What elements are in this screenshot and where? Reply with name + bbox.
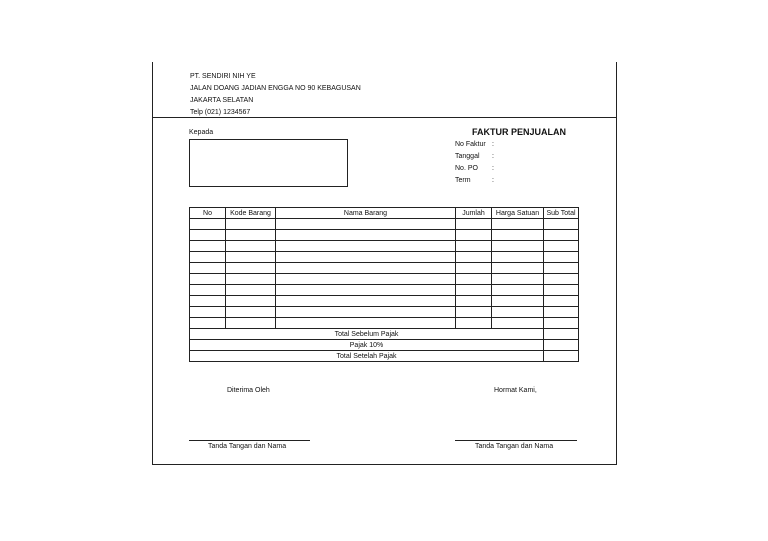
table-cell[interactable] — [190, 252, 226, 263]
table-cell[interactable] — [190, 307, 226, 318]
company-header — [190, 71, 361, 119]
table-cell[interactable] — [544, 230, 579, 241]
table-cell[interactable] — [226, 241, 276, 252]
table-cell[interactable] — [492, 307, 544, 318]
table-cell[interactable] — [226, 252, 276, 263]
table-cell[interactable] — [492, 263, 544, 274]
table-cell[interactable] — [544, 318, 579, 329]
invoice-title: FAKTUR PENJUALAN — [472, 127, 567, 137]
meta-label: Tanggal — [455, 153, 480, 160]
total-row — [190, 329, 579, 340]
table-cell[interactable] — [226, 274, 276, 285]
table-cell[interactable] — [276, 241, 456, 252]
company-name: PT. SENDIRI NIH YE — [190, 73, 256, 80]
table-cell[interactable] — [276, 263, 456, 274]
table-cell[interactable] — [190, 318, 226, 329]
table-cell[interactable] — [492, 296, 544, 307]
table-row — [190, 318, 579, 329]
table-cell[interactable] — [544, 263, 579, 274]
total-row — [190, 351, 579, 362]
total-label: Total Sebelum Pajak — [190, 329, 544, 340]
table-cell[interactable] — [190, 241, 226, 252]
table-cell[interactable] — [544, 219, 579, 230]
signature-caption-left: Tanda Tangan dan Nama — [208, 443, 287, 450]
table-cell[interactable] — [190, 230, 226, 241]
table-cell[interactable] — [190, 285, 226, 296]
table-cell[interactable] — [544, 307, 579, 318]
table-cell[interactable] — [492, 274, 544, 285]
company-phone: Telp (021) 1234567 — [190, 109, 251, 116]
meta-row-no-faktur — [455, 139, 494, 151]
table-row — [190, 285, 579, 296]
table-row — [190, 219, 579, 230]
table-cell[interactable] — [276, 307, 456, 318]
table-cell[interactable] — [456, 307, 492, 318]
table-row — [190, 296, 579, 307]
table-cell[interactable] — [226, 263, 276, 274]
total-value-cell[interactable] — [544, 340, 579, 351]
table-cell[interactable] — [492, 241, 544, 252]
table-cell[interactable] — [456, 252, 492, 263]
total-row — [190, 340, 579, 351]
meta-sep: : — [492, 177, 494, 184]
table-cell[interactable] — [190, 219, 226, 230]
table-cell[interactable] — [226, 230, 276, 241]
table-cell[interactable] — [492, 318, 544, 329]
table-cell[interactable] — [276, 219, 456, 230]
table-row — [190, 274, 579, 285]
table-cell[interactable] — [226, 296, 276, 307]
table-cell[interactable] — [456, 296, 492, 307]
header-kode-barang: Kode Barang — [226, 208, 276, 219]
header-divider — [152, 117, 616, 118]
item-rows — [190, 219, 579, 329]
table-cell[interactable] — [456, 318, 492, 329]
meta-label: No. PO — [455, 165, 478, 172]
header-sub-total: Sub Total — [544, 208, 579, 219]
table-cell[interactable] — [190, 274, 226, 285]
table-cell[interactable] — [226, 219, 276, 230]
table-cell[interactable] — [190, 263, 226, 274]
table-cell[interactable] — [226, 318, 276, 329]
header-jumlah: Jumlah — [456, 208, 492, 219]
table-row — [190, 241, 579, 252]
table-cell[interactable] — [492, 252, 544, 263]
meta-sep: : — [492, 165, 494, 172]
table-header-row — [190, 208, 579, 219]
table-cell[interactable] — [276, 274, 456, 285]
signature-caption-right: Tanda Tangan dan Nama — [475, 443, 554, 450]
table-cell[interactable] — [276, 230, 456, 241]
header-nama-barang: Nama Barang — [276, 208, 456, 219]
table-cell[interactable] — [544, 241, 579, 252]
regards-label: Hormat Kami, — [494, 387, 537, 394]
table-cell[interactable] — [456, 230, 492, 241]
table-cell[interactable] — [190, 296, 226, 307]
table-cell[interactable] — [544, 296, 579, 307]
table-row — [190, 230, 579, 241]
table-cell[interactable] — [544, 285, 579, 296]
table-cell[interactable] — [544, 252, 579, 263]
table-cell[interactable] — [456, 241, 492, 252]
received-by-label: Diterima Oleh — [227, 387, 270, 394]
meta-label: No Faktur — [455, 141, 486, 148]
table-cell[interactable] — [492, 285, 544, 296]
items-table — [189, 207, 579, 362]
table-row — [190, 263, 579, 274]
total-value-cell[interactable] — [544, 351, 579, 362]
table-row — [190, 252, 579, 263]
table-cell[interactable] — [456, 274, 492, 285]
company-city: JAKARTA SELATAN — [190, 97, 254, 104]
signature-line-left — [189, 440, 310, 441]
table-cell[interactable] — [456, 263, 492, 274]
table-cell[interactable] — [276, 285, 456, 296]
table-cell[interactable] — [544, 274, 579, 285]
table-cell[interactable] — [226, 307, 276, 318]
signature-line-right — [455, 440, 577, 441]
invoice-meta — [455, 139, 494, 187]
table-cell[interactable] — [276, 252, 456, 263]
table-cell[interactable] — [492, 219, 544, 230]
table-cell[interactable] — [276, 296, 456, 307]
meta-row-no-po — [455, 163, 494, 175]
recipient-label: Kepada — [189, 129, 214, 136]
company-address: JALAN DOANG JADIAN ENGGA NO 90 KEBAGUSAN — [190, 85, 361, 92]
table-cell[interactable] — [456, 219, 492, 230]
table-row — [190, 307, 579, 318]
meta-label: Term — [455, 177, 471, 184]
meta-sep: : — [492, 153, 494, 160]
recipient-box — [189, 139, 348, 187]
total-label: Pajak 10% — [190, 340, 544, 351]
table-cell[interactable] — [276, 318, 456, 329]
table-cell[interactable] — [226, 285, 276, 296]
meta-row-tanggal — [455, 151, 494, 163]
table-cell[interactable] — [456, 285, 492, 296]
total-value-cell[interactable] — [544, 329, 579, 340]
header-no: No — [190, 208, 226, 219]
header-harga-satuan: Harga Satuan — [492, 208, 544, 219]
meta-row-term — [455, 175, 494, 187]
meta-sep: : — [492, 141, 494, 148]
total-label: Total Setelah Pajak — [190, 351, 544, 362]
table-cell[interactable] — [492, 230, 544, 241]
